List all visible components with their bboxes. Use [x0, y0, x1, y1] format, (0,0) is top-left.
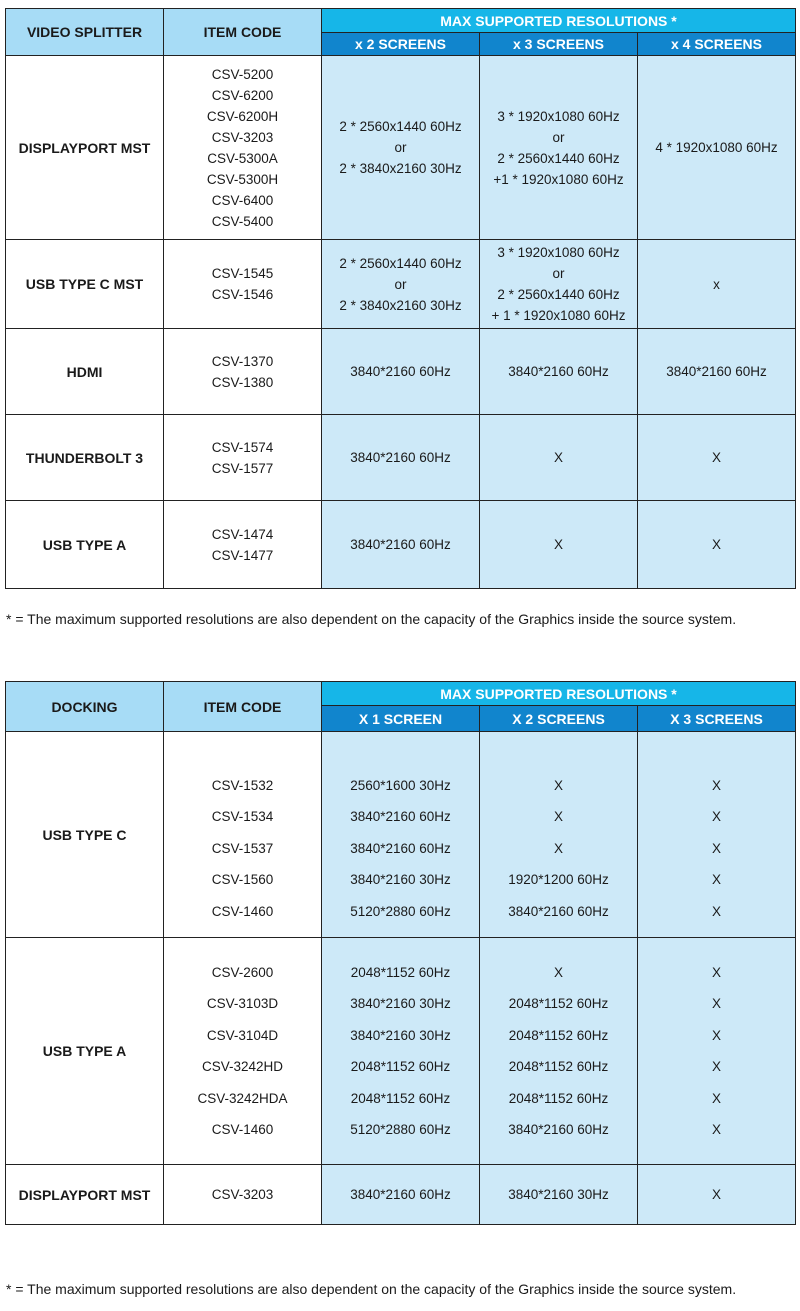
- resolution-text: 3 * 1920x1080 60Hz: [497, 108, 620, 124]
- item-codes-cell: [164, 329, 322, 415]
- resolution-text: 2048*1152 60Hz: [508, 1090, 609, 1106]
- category-header: DOCKING: [6, 682, 164, 732]
- col-header: X 2 SCREENS: [480, 706, 638, 732]
- category-cell: DISPLAYPORT MST: [6, 1165, 164, 1225]
- resolution-cell: X: [638, 1165, 796, 1225]
- item-code: CSV-3242HDA: [197, 1090, 288, 1106]
- resolution-cell: 3840*2160 60Hz: [322, 501, 480, 589]
- item-code: CSV-5300A: [207, 150, 278, 166]
- resolution-text: 3840*2160 30Hz: [350, 872, 451, 888]
- resolution-text: X: [553, 777, 563, 793]
- resolution-text: 2 * 3840x2160 30Hz: [339, 297, 462, 313]
- resolution-text: X: [553, 964, 563, 980]
- resolution-cell: 3840*2160 60Hz: [638, 329, 796, 415]
- resolution-text: x: [713, 276, 720, 292]
- table-row: [6, 938, 796, 1165]
- item-code: CSV-5400: [211, 213, 274, 229]
- resolution-text: X: [553, 840, 563, 856]
- resolution-text: 2048*1152 60Hz: [350, 964, 451, 980]
- max-resolutions-header: MAX SUPPORTED RESOLUTIONS *: [322, 682, 796, 706]
- resolution-text: X: [711, 840, 721, 856]
- resolution-text: 2048*1152 60Hz: [508, 1059, 609, 1074]
- resolution-text: 3840*2160 60Hz: [508, 903, 609, 919]
- docking-table: [5, 681, 796, 1225]
- resolution-cell: X: [480, 501, 638, 589]
- item-code: CSV-1534: [211, 809, 274, 825]
- col-header: X 3 SCREENS: [638, 706, 796, 732]
- resolution-cell: [638, 56, 796, 240]
- resolution-text: 2 * 2560x1440 60Hz: [339, 119, 462, 134]
- resolution-text: 2048*1152 60Hz: [350, 1059, 451, 1074]
- item-codes-cell: [164, 240, 322, 329]
- item-code: CSV-3104D: [206, 1027, 279, 1043]
- col-header: x 4 SCREENS: [638, 33, 796, 56]
- resolution-cell: X: [638, 501, 796, 589]
- resolution-text: 2 * 2560x1440 60Hz: [497, 287, 620, 302]
- item-codes-cell: [164, 501, 322, 589]
- item-code: CSV-1477: [211, 547, 274, 563]
- resolution-text: 1920*1200 60Hz: [508, 872, 609, 888]
- resolution-cell: [322, 938, 480, 1165]
- item-code: CSV-1577: [211, 460, 274, 476]
- item-code: CSV-1370: [211, 353, 274, 369]
- resolution-text: 5120*2880 60Hz: [350, 1122, 451, 1137]
- resolution-cell: 3840*2160 60Hz: [322, 329, 480, 415]
- item-code: CSV-3203: [211, 129, 274, 145]
- resolution-text: 5120*2880 60Hz: [350, 903, 451, 919]
- category-cell: DISPLAYPORT MST: [6, 56, 164, 240]
- resolution-cell: [322, 56, 480, 240]
- resolution-cell: 3840*2160 60Hz: [480, 329, 638, 415]
- resolution-text: 2 * 3840x2160 30Hz: [339, 161, 462, 176]
- item-code: CSV-1474: [211, 526, 274, 542]
- item-code-header: ITEM CODE: [164, 682, 322, 732]
- item-code: CSV-1380: [211, 374, 274, 390]
- resolution-cell: X: [638, 415, 796, 501]
- resolution-text: 3840*2160 60Hz: [508, 1122, 609, 1137]
- item-code: CSV-6200H: [206, 108, 279, 124]
- resolution-cell: [480, 938, 638, 1165]
- table-row: [6, 56, 796, 240]
- resolution-text: + 1 * 1920x1080 60Hz: [491, 308, 626, 323]
- resolution-text: or: [552, 129, 565, 145]
- resolution-text: X: [711, 1059, 721, 1074]
- item-codes-cell: [164, 938, 322, 1165]
- resolution-cell: [638, 732, 796, 938]
- resolution-cell: 3840*2160 30Hz: [480, 1165, 638, 1225]
- resolution-text: 2048*1152 60Hz: [508, 996, 609, 1011]
- resolution-text: X: [711, 903, 721, 919]
- table-row: [6, 732, 796, 938]
- table-row: [6, 329, 796, 415]
- category-cell: USB TYPE C: [6, 732, 164, 938]
- item-code: CSV-1460: [211, 903, 274, 919]
- resolution-cell: X: [480, 415, 638, 501]
- footnote: * = The maximum supported resolutions are also dependent on the capacity of the Graphics inside the source system.: [6, 611, 737, 627]
- category-cell: HDMI: [6, 329, 164, 415]
- resolution-text: 3840*2160 60Hz: [350, 840, 451, 856]
- item-code: CSV-1574: [211, 439, 274, 455]
- table-row: [6, 240, 796, 329]
- item-code: CSV-1460: [211, 1122, 274, 1137]
- resolution-text: 3 * 1920x1080 60Hz: [497, 245, 620, 260]
- category-cell: USB TYPE A: [6, 501, 164, 589]
- item-code: CSV-2600: [211, 964, 274, 980]
- col-header: x 2 SCREENS: [322, 33, 480, 56]
- item-code: CSV-6200: [211, 87, 274, 103]
- item-code: CSV-1532: [211, 777, 274, 793]
- resolution-text: 2 * 2560x1440 60Hz: [497, 150, 620, 166]
- resolution-cell: [322, 240, 480, 329]
- item-code: CSV-6400: [211, 192, 274, 208]
- item-code-header: ITEM CODE: [164, 9, 322, 56]
- resolution-text: or: [394, 140, 407, 155]
- resolution-text: or: [394, 276, 407, 292]
- category-cell: THUNDERBOLT 3: [6, 415, 164, 501]
- col-header: x 3 SCREENS: [480, 33, 638, 56]
- resolution-text: 3840*2160 30Hz: [350, 1027, 451, 1043]
- item-code: CSV-1537: [211, 840, 274, 856]
- category-cell: USB TYPE A: [6, 938, 164, 1165]
- resolution-text: 2048*1152 60Hz: [350, 1090, 451, 1106]
- resolution-text: 4 * 1920x1080 60Hz: [655, 140, 778, 155]
- item-code: CSV-1560: [211, 872, 274, 888]
- resolution-cell: [638, 240, 796, 329]
- resolution-text: 3840*2160 30Hz: [350, 996, 451, 1011]
- category-cell: USB TYPE C MST: [6, 240, 164, 329]
- item-code: CSV-3103D: [206, 996, 279, 1011]
- resolution-text: X: [711, 1090, 721, 1106]
- resolution-text: 3840*2160 60Hz: [350, 809, 451, 825]
- item-code: CSV-5200: [211, 66, 274, 82]
- item-codes-cell: [164, 56, 322, 240]
- resolution-text: 2560*1600 30Hz: [350, 777, 451, 793]
- item-code: CSV-3242HD: [201, 1059, 284, 1074]
- resolution-text: X: [711, 777, 721, 793]
- item-code: CSV-5300H: [206, 171, 279, 187]
- table-row: [6, 415, 796, 501]
- col-header: X 1 SCREEN: [322, 706, 480, 732]
- resolution-text: 2048*1152 60Hz: [508, 1027, 609, 1043]
- resolution-text: X: [711, 1027, 721, 1043]
- resolution-cell: [322, 732, 480, 938]
- item-code: CSV-3203: [164, 1165, 322, 1225]
- resolution-text: or: [552, 266, 565, 281]
- footnote: * = The maximum supported resolutions are also dependent on the capacity of the Graphics inside the source system.: [6, 1281, 737, 1297]
- resolution-text: +1 * 1920x1080 60Hz: [493, 171, 624, 187]
- resolution-cell: [638, 938, 796, 1165]
- video-splitter-table: [5, 8, 796, 589]
- max-resolutions-header: MAX SUPPORTED RESOLUTIONS *: [322, 9, 796, 33]
- item-code: CSV-1545: [211, 266, 274, 281]
- resolution-text: X: [711, 964, 721, 980]
- resolution-text: X: [711, 1122, 721, 1137]
- table-row: [6, 1165, 796, 1225]
- resolution-cell: 3840*2160 60Hz: [322, 415, 480, 501]
- resolution-cell: [480, 240, 638, 329]
- resolution-cell: [480, 732, 638, 938]
- category-header: VIDEO SPLITTER: [6, 9, 164, 56]
- table-row: [6, 501, 796, 589]
- resolution-text: 2 * 2560x1440 60Hz: [339, 255, 462, 271]
- item-code: CSV-1546: [211, 287, 274, 302]
- resolution-cell: 3840*2160 60Hz: [322, 1165, 480, 1225]
- item-codes-cell: [164, 732, 322, 938]
- resolution-text: X: [711, 996, 721, 1011]
- resolution-cell: [480, 56, 638, 240]
- resolution-text: X: [553, 809, 563, 825]
- resolution-text: X: [711, 809, 721, 825]
- resolution-text: X: [711, 872, 721, 888]
- item-codes-cell: [164, 415, 322, 501]
